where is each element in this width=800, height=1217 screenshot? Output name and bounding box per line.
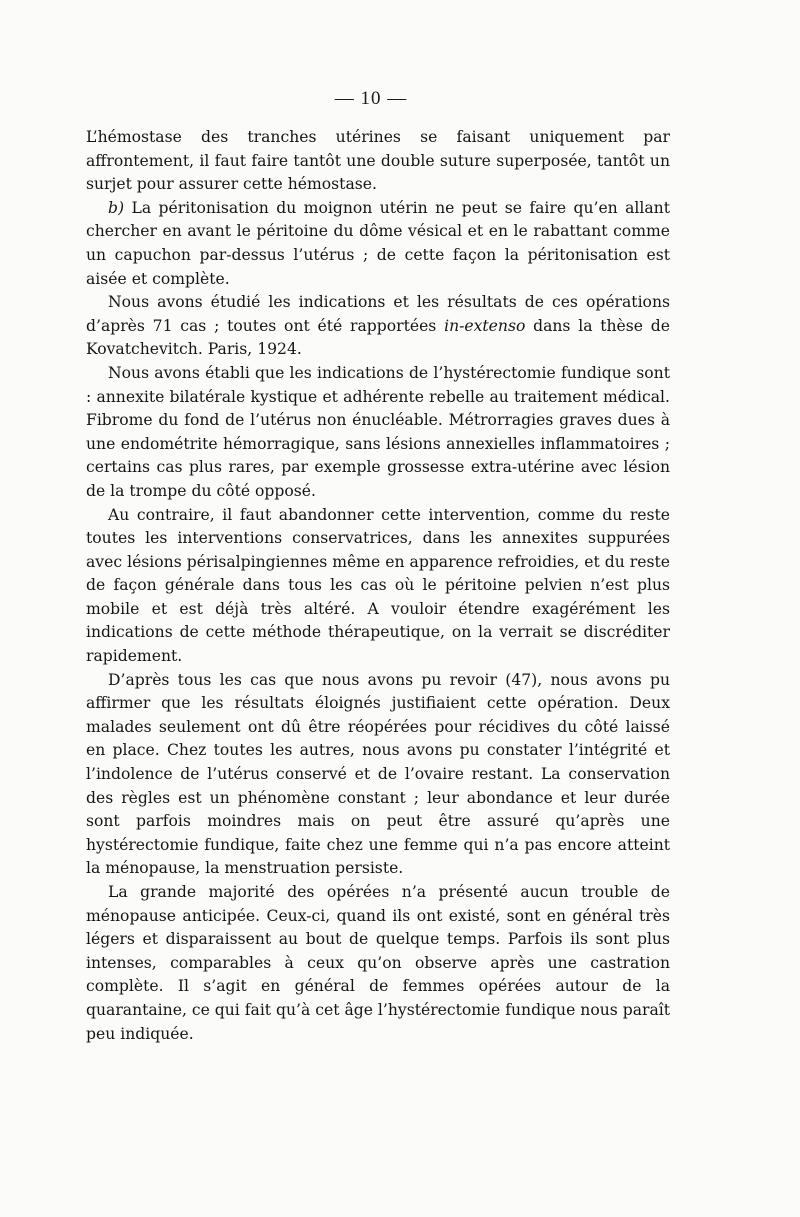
paragraph-indications-study-text-2: dans la thèse de Kovatchevitch. Paris, 1924. — [86, 316, 670, 359]
paragraph-contraindications: Au contraire, il faut abandonner cette intervention, comme du reste toutes les interventions conservatrices, dans les annexites suppurées avec lésions périsalpingiennes même en apparence refroidies, et du reste de façon générale dans tous les cas où le péritoine pelvien n’est plus mobile et est déjà très altéré. A vouloir étendre exagérément les indications de cette méthode thérapeutique, on la verrait se discréditer rapidement. — [86, 505, 670, 666]
paragraph-peritonisation-text: La péritonisation du moignon utérin ne peut se faire qu’en allant chercher en avant le péritoine du dôme vésical et en le rabattant comme un capuchon par-dessus l’utérus ; de cette façon la péritonisation est aisée et complète. — [86, 198, 670, 288]
body-text — [86, 126, 670, 1046]
paragraph-indications-study-text-1: Nous avons étudié les indications et les résultats de ces opérations d’après 71 cas ; toutes ont été rapportées — [86, 293, 670, 335]
paragraph-hemostasis: L’hémostase des tranches utérines se faisant uniquement par affrontement, il faut faire tantôt une double suture superposée, tantôt un surjet pour assurer cette hémostase. — [86, 128, 670, 194]
page-number: — 10 — — [334, 88, 408, 109]
paragraph-peritonisation — [86, 197, 670, 291]
italic-in-extenso: in-extenso — [444, 316, 526, 335]
paragraph-results: D’après tous les cas que nous avons pu revoir (47), nous avons pu affirmer que les résultats éloignés justifiaient cette opération. Deux malades seulement ont dû être réopérées pour récidives du côté laissé en place. Chez toutes les autres, nous avons pu constater l’intégrité et l’indolence de l’utérus conservé et de l’ovaire restant. La conservation des règles est un phénomène constant ; leur abondance et leur durée sont parfois moindres mais on peut être assuré qu’après une hystérectomie fundique, faite chez une femme qui n’a pas encore atteint la ménopause, la menstruation persiste. — [86, 670, 670, 878]
paragraph-indications: Nous avons établi que les indications de l’hystérectomie fundique sont : annexite bilatérale kystique et adhérente rebelle au traitement médical. Fibrome du fond de l’utérus non énucléable. Métrorragies graves dues à une endométrite hémorragique, sans lésions annexielles inflammatoires ; certains cas plus rares, par exemple grossesse extra-utérine avec lésion de la trompe du côté opposé. — [86, 363, 670, 500]
paragraph-indications-study — [86, 291, 670, 362]
list-marker-b: b) — [108, 198, 125, 217]
paragraph-menopause: La grande majorité des opérées n’a présenté aucun trouble de ménopause anticipée. Ceux-ci, quand ils ont existé, sont en général très légers et disparaissent au bout de quelque temps. Parfois ils sont plus intenses, comparables à ceux qu’on observe après une castration complète. Il s’agit en général de femmes opérées autour de la quarantaine, ce qui fait qu’à cet âge l’hystérectomie fundique nous paraît peu indiquée. — [86, 883, 670, 1043]
